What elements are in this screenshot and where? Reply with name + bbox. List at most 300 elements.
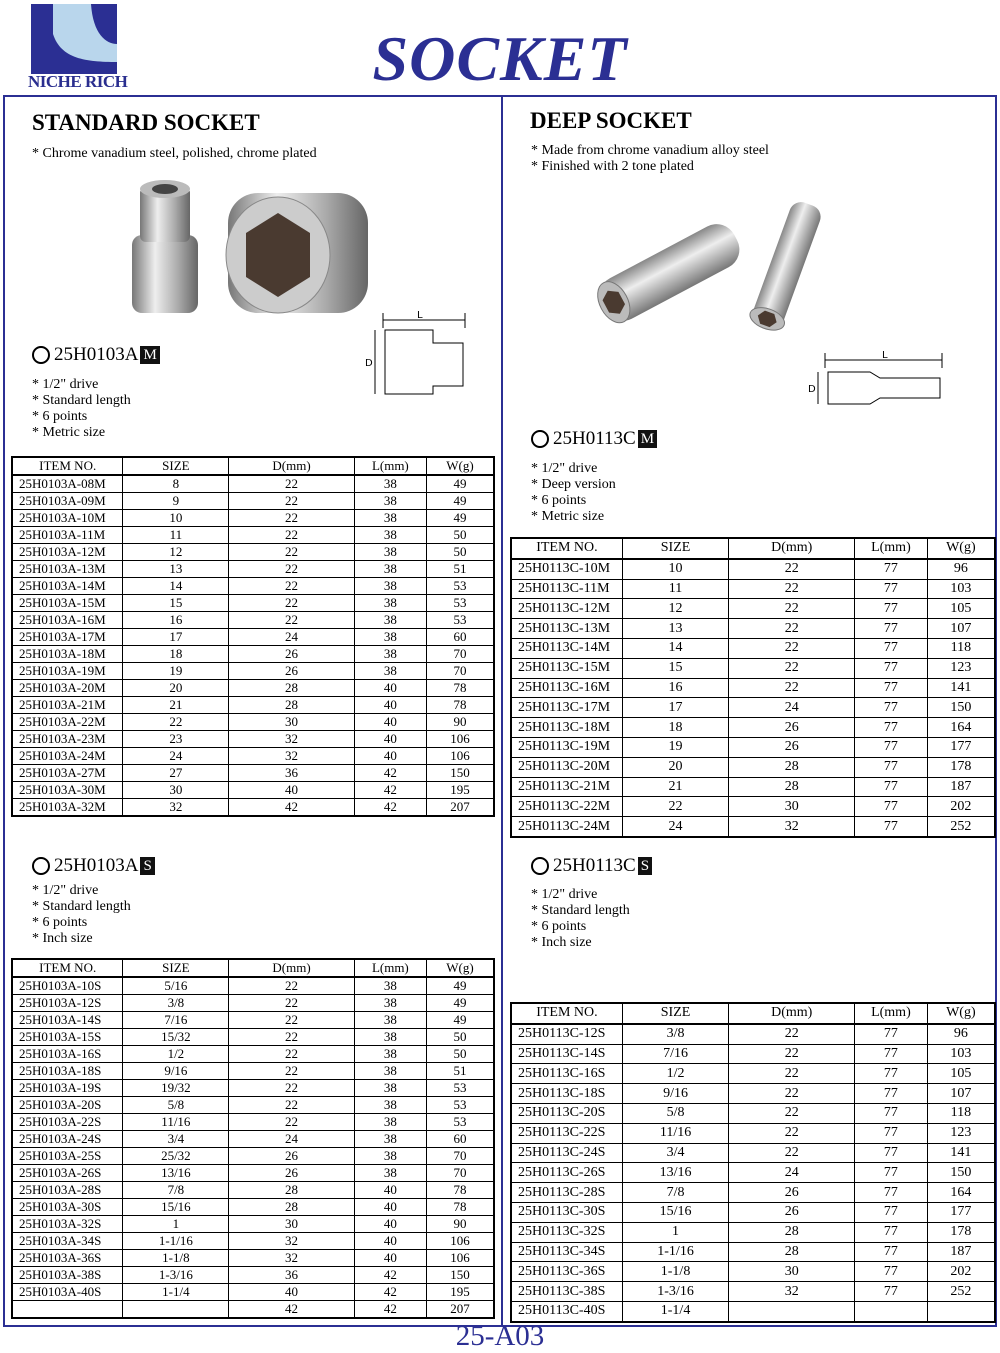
table-cell: 49 xyxy=(427,1012,495,1029)
table-cell: 32 xyxy=(229,731,354,748)
circle-icon xyxy=(531,857,549,875)
table-row xyxy=(511,1143,995,1163)
table-cell: 3/8 xyxy=(123,995,229,1012)
table-row xyxy=(12,697,494,714)
table-cell: 25H0113C-24M xyxy=(511,817,622,837)
table-cell: 1-3/16 xyxy=(123,1267,229,1284)
table-cell: 13/16 xyxy=(123,1165,229,1182)
table-cell: 25H0113C-28S xyxy=(511,1183,622,1203)
table-cell xyxy=(729,1301,855,1321)
table-cell: 178 xyxy=(927,757,995,777)
table-cell: 77 xyxy=(855,1064,928,1084)
table-cell: 40 xyxy=(354,731,426,748)
table-row xyxy=(12,544,494,561)
table-cell: 252 xyxy=(927,817,995,837)
table-cell: 14 xyxy=(622,638,728,658)
table-row xyxy=(12,629,494,646)
table-cell: 38 xyxy=(354,1080,426,1097)
table-cell: 25H0103A-14S xyxy=(12,1012,123,1029)
table-cell: 17 xyxy=(123,629,229,646)
table-cell: 25H0103A-17M xyxy=(12,629,123,646)
table-cell: 25H0103A-18S xyxy=(12,1063,123,1080)
table-cell: 49 xyxy=(427,475,495,493)
table-cell: 77 xyxy=(855,1084,928,1104)
table-cell: 11/16 xyxy=(622,1123,728,1143)
table-cell: 49 xyxy=(427,510,495,527)
table-cell: 7/16 xyxy=(123,1012,229,1029)
table-cell: 25H0113C-11M xyxy=(511,579,622,599)
diagram-label-l: L xyxy=(417,310,423,321)
table-row xyxy=(12,1199,494,1216)
table-cell: 22 xyxy=(229,595,354,612)
table-cell: 11 xyxy=(622,579,728,599)
table-cell: 32 xyxy=(229,748,354,765)
table-cell: 40 xyxy=(354,748,426,765)
table-cell: 42 xyxy=(354,782,426,799)
table-cell: 22 xyxy=(229,1029,354,1046)
table-cell: 40 xyxy=(354,1216,426,1233)
table-cell: 30 xyxy=(229,714,354,731)
table-cell: 19 xyxy=(123,663,229,680)
table-cell: 25H0103A-22M xyxy=(12,714,123,731)
table-cell: 53 xyxy=(427,595,495,612)
table-cell: 27 xyxy=(123,765,229,782)
table-cell: 123 xyxy=(927,1123,995,1143)
model-25h0113c-metric: 25H0113C M xyxy=(531,428,657,450)
table-cell: 42 xyxy=(354,1301,426,1319)
table-cell: 13 xyxy=(123,561,229,578)
table-cell: 25H0113C-19M xyxy=(511,737,622,757)
table-cell: 20 xyxy=(622,757,728,777)
inch-badge: S xyxy=(638,857,652,875)
table-cell: 25H0113C-18M xyxy=(511,718,622,738)
table-cell: 38 xyxy=(354,1012,426,1029)
table-cell: 77 xyxy=(855,658,928,678)
table-cell: 7/8 xyxy=(622,1183,728,1203)
table-cell: 28 xyxy=(729,1222,855,1242)
table-cell: 25H0113C-10M xyxy=(511,559,622,579)
table-cell: 28 xyxy=(229,1199,354,1216)
table-cell: 22 xyxy=(729,599,855,619)
table-cell: 25H0103A-15M xyxy=(12,595,123,612)
table-row xyxy=(511,1103,995,1123)
table-cell: 38 xyxy=(354,629,426,646)
table-cell: 12 xyxy=(622,599,728,619)
table-cell xyxy=(123,1301,229,1319)
column-header: SIZE xyxy=(123,959,229,977)
table-cell: 22 xyxy=(229,578,354,595)
page-title: SOCKET xyxy=(372,23,628,94)
table-row xyxy=(12,1012,494,1029)
table-cell: 22 xyxy=(729,638,855,658)
table-cell: 42 xyxy=(229,1301,354,1319)
inch-badge: S xyxy=(140,857,154,875)
table-row xyxy=(12,1097,494,1114)
table-row xyxy=(12,1284,494,1301)
column-header: W(g) xyxy=(927,1003,995,1024)
table-cell: 25H0103A-16M xyxy=(12,612,123,629)
table-cell: 1-1/16 xyxy=(622,1242,728,1262)
table-header xyxy=(511,1003,995,1024)
table-row xyxy=(12,1046,494,1063)
table-row xyxy=(511,1163,995,1183)
table-cell: 1 xyxy=(622,1222,728,1242)
table-cell: 77 xyxy=(855,1183,928,1203)
table-row xyxy=(12,595,494,612)
table-cell: 25H0113C-22M xyxy=(511,797,622,817)
column-header: D(mm) xyxy=(229,457,354,475)
table-cell: 25H0103A-25S xyxy=(12,1148,123,1165)
table-cell: 22 xyxy=(229,561,354,578)
table-cell: 25H0103A-24S xyxy=(12,1131,123,1148)
table-row xyxy=(511,1123,995,1143)
table-row xyxy=(12,663,494,680)
table-cell: 106 xyxy=(427,731,495,748)
table-cell: 3/4 xyxy=(123,1131,229,1148)
table-cell: 51 xyxy=(427,561,495,578)
column-header: ITEM NO. xyxy=(12,457,123,475)
table-cell: 22 xyxy=(622,797,728,817)
table-cell: 38 xyxy=(354,510,426,527)
table-cell: 77 xyxy=(855,1163,928,1183)
table-cell: 77 xyxy=(855,1202,928,1222)
table-cell: 25H0113C-36S xyxy=(511,1262,622,1282)
table-cell: 103 xyxy=(927,1044,995,1064)
table-cell: 38 xyxy=(354,561,426,578)
table-cell: 77 xyxy=(855,1044,928,1064)
column-header: D(mm) xyxy=(729,538,855,559)
table-row xyxy=(511,638,995,658)
column-header: D(mm) xyxy=(229,959,354,977)
table-cell: 22 xyxy=(229,612,354,629)
table-cell: 22 xyxy=(229,544,354,561)
page-number: 25-A03 xyxy=(455,1320,545,1352)
table-row xyxy=(511,1183,995,1203)
table-cell: 25H0103A-10S xyxy=(12,977,123,995)
table-cell: 25H0113C-24S xyxy=(511,1143,622,1163)
table-cell: 28 xyxy=(229,680,354,697)
table-cell: 25H0113C-40S xyxy=(511,1301,622,1321)
deep-socket-heading: DEEP SOCKET xyxy=(530,108,692,133)
table-row xyxy=(511,559,995,579)
table-cell: 53 xyxy=(427,1114,495,1131)
table-cell: 38 xyxy=(354,493,426,510)
table-cell: 25H0113C-32S xyxy=(511,1222,622,1242)
column-header: D(mm) xyxy=(729,1003,855,1024)
table-cell: 150 xyxy=(427,1267,495,1284)
table-cell: 25H0103A-22S xyxy=(12,1114,123,1131)
table-cell: 25H0113C-16M xyxy=(511,678,622,698)
table-cell: 141 xyxy=(927,1143,995,1163)
column-header: L(mm) xyxy=(354,457,426,475)
standard-socket-heading: STANDARD SOCKET xyxy=(32,110,260,135)
table-cell: 202 xyxy=(927,1262,995,1282)
table-cell: 207 xyxy=(427,799,495,817)
table-cell: 118 xyxy=(927,1103,995,1123)
circle-icon xyxy=(531,430,549,448)
table-cell: 28 xyxy=(729,777,855,797)
table-cell: 42 xyxy=(354,799,426,817)
table-cell: 22 xyxy=(229,475,354,493)
table-cell: 38 xyxy=(354,1114,426,1131)
table-cell: 38 xyxy=(354,475,426,493)
table-cell: 24 xyxy=(123,748,229,765)
table-cell: 25H0103A-15S xyxy=(12,1029,123,1046)
table-cell: 25H0103A-12S xyxy=(12,995,123,1012)
model-25h0103a-metric: 25H0103A M xyxy=(32,344,160,366)
column-header: SIZE xyxy=(123,457,229,475)
table-cell: 26 xyxy=(729,1202,855,1222)
table-cell: 5/8 xyxy=(123,1097,229,1114)
table-cell: 7/16 xyxy=(622,1044,728,1064)
table-cell: 53 xyxy=(427,612,495,629)
table-row xyxy=(511,737,995,757)
table-cell: 164 xyxy=(927,1183,995,1203)
table-cell: 49 xyxy=(427,977,495,995)
deep-socket-photo xyxy=(585,190,845,340)
table-cell: 150 xyxy=(927,698,995,718)
table-cell: 141 xyxy=(927,678,995,698)
table-cell: 3/8 xyxy=(622,1024,728,1044)
table-cell: 38 xyxy=(354,544,426,561)
table-cell: 22 xyxy=(729,1024,855,1044)
table-cell: 25H0103A-32M xyxy=(12,799,123,817)
table-cell: 26 xyxy=(229,663,354,680)
table-cell: 25H0113C-15M xyxy=(511,658,622,678)
table-cell: 9/16 xyxy=(123,1063,229,1080)
table-cell: 22 xyxy=(729,678,855,698)
table-cell: 22 xyxy=(729,1103,855,1123)
table-cell: 49 xyxy=(427,493,495,510)
table-cell: 207 xyxy=(427,1301,495,1319)
table-cell: 25H0103A-20S xyxy=(12,1097,123,1114)
table-cell: 40 xyxy=(229,782,354,799)
table-cell: 22 xyxy=(229,995,354,1012)
table-row xyxy=(12,646,494,663)
table-row xyxy=(511,599,995,619)
table-cell: 25H0103A-11M xyxy=(12,527,123,544)
table-cell: 77 xyxy=(855,718,928,738)
table-row xyxy=(12,612,494,629)
table-cell: 107 xyxy=(927,619,995,639)
table-cell: 38 xyxy=(354,1165,426,1182)
table-cell: 22 xyxy=(729,1084,855,1104)
table-cell: 3/4 xyxy=(622,1143,728,1163)
table-cell: 25H0113C-34S xyxy=(511,1242,622,1262)
table-row xyxy=(12,1080,494,1097)
table-cell: 26 xyxy=(229,646,354,663)
table-cell: 32 xyxy=(729,817,855,837)
table-cell: 17 xyxy=(622,698,728,718)
table-cell: 25H0103A-14M xyxy=(12,578,123,595)
table-cell: 106 xyxy=(427,748,495,765)
column-header: ITEM NO. xyxy=(511,1003,622,1024)
standard-inch-features: * 1/2" drive * Standard length * 6 points * Inch size xyxy=(32,883,131,946)
table-cell: 177 xyxy=(927,737,995,757)
column-header: ITEM NO. xyxy=(511,538,622,559)
table-cell: 195 xyxy=(427,782,495,799)
table-cell: 42 xyxy=(354,1267,426,1284)
table-row xyxy=(12,475,494,493)
table-cell: 21 xyxy=(123,697,229,714)
table-cell: 77 xyxy=(855,1222,928,1242)
table-row xyxy=(511,797,995,817)
table-cell: 77 xyxy=(855,559,928,579)
table-cell: 9 xyxy=(123,493,229,510)
column-header: SIZE xyxy=(622,538,728,559)
table-row xyxy=(511,1084,995,1104)
table-cell: 22 xyxy=(229,510,354,527)
column-header: ITEM NO. xyxy=(12,959,123,977)
table-cell: 7/8 xyxy=(123,1182,229,1199)
table-cell: 38 xyxy=(354,527,426,544)
table-cell: 22 xyxy=(229,977,354,995)
table-cell: 19/32 xyxy=(123,1080,229,1097)
table-cell: 25H0103A-10M xyxy=(12,510,123,527)
standard-socket-photo xyxy=(120,175,380,330)
table-cell: 24 xyxy=(229,629,354,646)
table-cell: 50 xyxy=(427,544,495,561)
table-cell: 25H0113C-18S xyxy=(511,1084,622,1104)
table-row xyxy=(12,1267,494,1284)
table-row xyxy=(511,1202,995,1222)
table-cell: 1/2 xyxy=(123,1046,229,1063)
standard-socket-note: * Chrome vanadium steel, polished, chrome plated xyxy=(32,146,317,161)
table-cell: 32 xyxy=(229,1233,354,1250)
table-cell: 15 xyxy=(123,595,229,612)
table-cell: 50 xyxy=(427,1029,495,1046)
table-cell: 25H0113C-14S xyxy=(511,1044,622,1064)
table-cell: 150 xyxy=(927,1163,995,1183)
column-header: W(g) xyxy=(427,959,495,977)
table-cell: 28 xyxy=(729,757,855,777)
table-row xyxy=(12,527,494,544)
table-row xyxy=(12,1301,494,1319)
table-cell: 53 xyxy=(427,1097,495,1114)
table-row xyxy=(12,799,494,817)
table-cell: 178 xyxy=(927,1222,995,1242)
table-cell: 13 xyxy=(622,619,728,639)
model-25h0103a-inch: 25H0103A S xyxy=(32,855,155,877)
table-cell: 53 xyxy=(427,1080,495,1097)
table-header xyxy=(12,959,494,977)
table-row xyxy=(12,782,494,799)
table-cell: 25H0113C-12M xyxy=(511,599,622,619)
table-cell: 78 xyxy=(427,697,495,714)
table-row xyxy=(12,1182,494,1199)
table-cell: 24 xyxy=(622,817,728,837)
table-cell: 18 xyxy=(123,646,229,663)
table-cell: 25H0113C-16S xyxy=(511,1064,622,1084)
table-cell: 22 xyxy=(729,658,855,678)
table-cell: 22 xyxy=(229,493,354,510)
table-cell: 22 xyxy=(729,1064,855,1084)
table-cell: 77 xyxy=(855,638,928,658)
table-cell: 25H0103A-32S xyxy=(12,1216,123,1233)
deep-inch-table xyxy=(510,1002,996,1323)
table-cell: 77 xyxy=(855,1123,928,1143)
table-cell: 5/8 xyxy=(622,1103,728,1123)
table-cell: 77 xyxy=(855,1262,928,1282)
table-cell: 25H0113C-30S xyxy=(511,1202,622,1222)
table-row xyxy=(511,1262,995,1282)
table-row xyxy=(12,1165,494,1182)
table-cell: 26 xyxy=(229,1165,354,1182)
table-cell: 25H0103A-27M xyxy=(12,765,123,782)
diagram-label-d: D xyxy=(808,384,816,395)
deep-metric-features: * 1/2" drive * Deep version * 6 points * Metric size xyxy=(531,461,616,524)
table-row xyxy=(511,1242,995,1262)
table-cell: 38 xyxy=(354,995,426,1012)
table-row xyxy=(12,1148,494,1165)
column-header: L(mm) xyxy=(354,959,426,977)
table-cell: 18 xyxy=(622,718,728,738)
table-cell: 30 xyxy=(729,1262,855,1282)
table-cell: 78 xyxy=(427,680,495,697)
table-cell: 25H0113C-22S xyxy=(511,1123,622,1143)
table-cell: 26 xyxy=(729,718,855,738)
table-cell: 25H0113C-26S xyxy=(511,1163,622,1183)
table-cell: 107 xyxy=(927,1084,995,1104)
standard-socket-dimension-diagram xyxy=(355,308,475,403)
table-cell: 25H0103A-20M xyxy=(12,680,123,697)
table-row xyxy=(12,765,494,782)
table-cell: 22 xyxy=(729,1143,855,1163)
table-row xyxy=(12,731,494,748)
table-cell: 25H0103A-38S xyxy=(12,1267,123,1284)
table-cell: 105 xyxy=(927,1064,995,1084)
diagram-label-d: D xyxy=(365,358,373,369)
table-cell: 22 xyxy=(229,1114,354,1131)
table-row xyxy=(511,718,995,738)
table-cell: 22 xyxy=(729,619,855,639)
table-row xyxy=(12,995,494,1012)
table-cell: 42 xyxy=(354,765,426,782)
table-row xyxy=(12,561,494,578)
table-header xyxy=(12,457,494,475)
table-row xyxy=(12,578,494,595)
table-row xyxy=(12,1216,494,1233)
column-header: L(mm) xyxy=(855,1003,928,1024)
table-cell: 252 xyxy=(927,1282,995,1302)
table-cell: 77 xyxy=(855,757,928,777)
model-25h0113c-inch: 25H0113C S xyxy=(531,855,652,877)
table-cell: 38 xyxy=(354,977,426,995)
table-cell xyxy=(927,1301,995,1321)
table-cell: 25H0103A-09M xyxy=(12,493,123,510)
table-cell: 15/16 xyxy=(123,1199,229,1216)
table-cell: 38 xyxy=(354,595,426,612)
table-row xyxy=(511,579,995,599)
table-cell: 77 xyxy=(855,1143,928,1163)
table-row xyxy=(511,658,995,678)
table-row xyxy=(12,1250,494,1267)
table-cell: 70 xyxy=(427,1148,495,1165)
table-cell: 20 xyxy=(123,680,229,697)
table-cell: 1-1/8 xyxy=(622,1262,728,1282)
table-cell: 32 xyxy=(229,1250,354,1267)
table-cell: 22 xyxy=(229,1046,354,1063)
table-row xyxy=(12,714,494,731)
table-cell: 22 xyxy=(229,1063,354,1080)
table-cell: 25H0103A-34S xyxy=(12,1233,123,1250)
table-cell: 25H0103A-24M xyxy=(12,748,123,765)
table-cell: 25H0113C-13M xyxy=(511,619,622,639)
table-cell: 25H0103A-40S xyxy=(12,1284,123,1301)
table-cell: 70 xyxy=(427,1165,495,1182)
table-cell: 1 xyxy=(123,1216,229,1233)
table-cell: 77 xyxy=(855,1024,928,1044)
